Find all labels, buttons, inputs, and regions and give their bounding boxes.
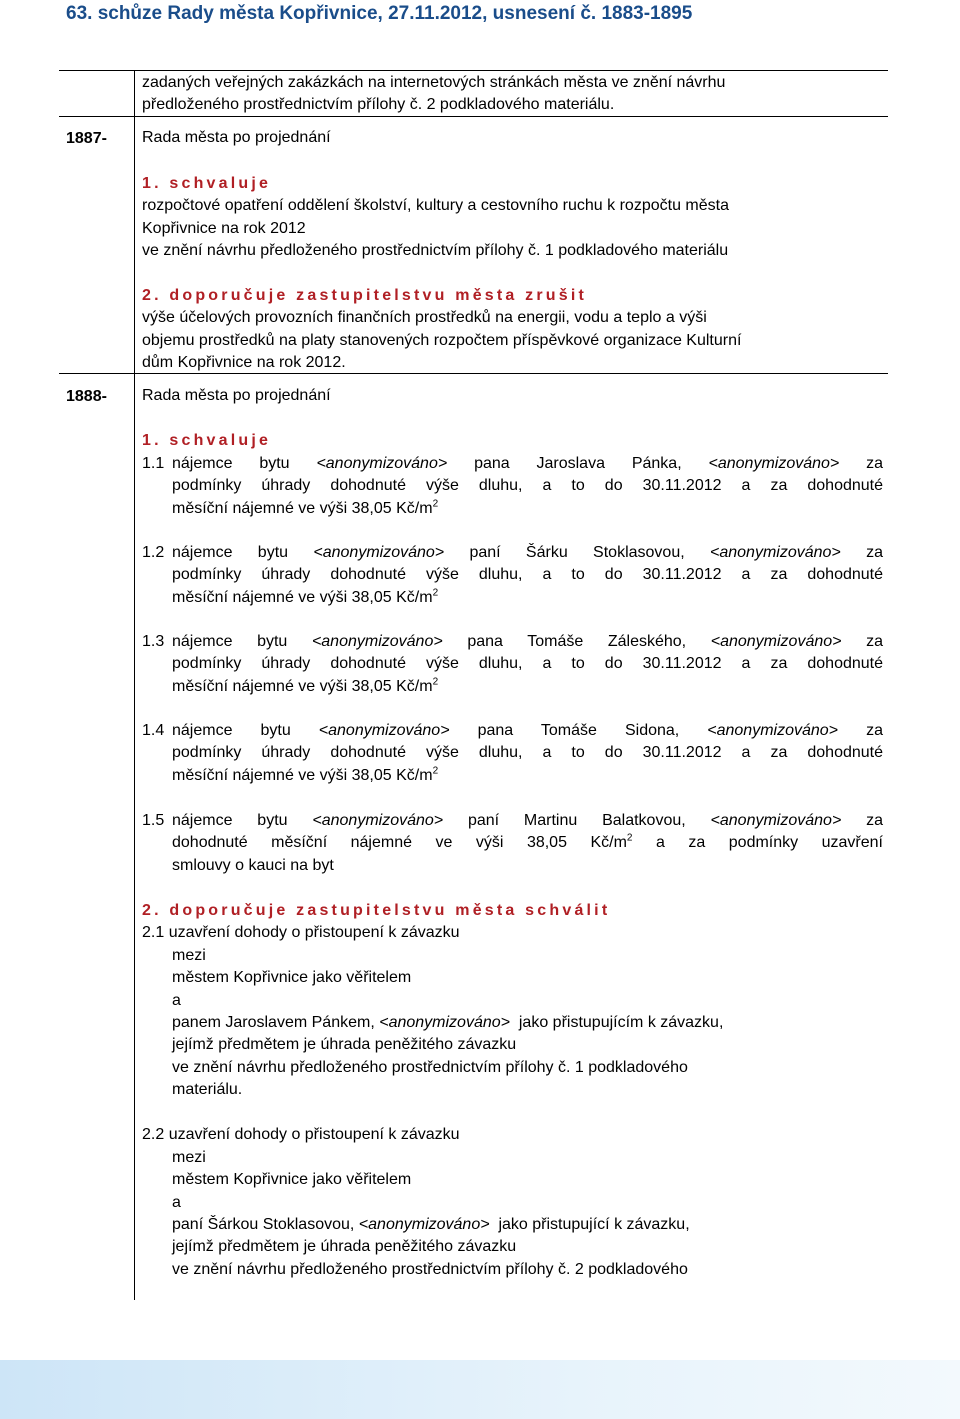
resolution-1887-point-2-line-1: výše účelových provozních finančních prostředků na energii, vodu a teplo a výši — [142, 309, 707, 326]
subsection-line: panem Jaroslavem Pánkem, <anonymizováno> jako přistupujícím k závazku, — [172, 1014, 724, 1031]
resolution-1887-point-1-line-1: rozpočtové opatření oddělení školství, kultury a cestovního ruchu k rozpočtu města — [142, 197, 729, 214]
subsection-line: paní Šárkou Stoklasovou, <anonymizováno> jako přistupující k závazku, — [172, 1216, 690, 1233]
resolution-1887-point-2-line-3: dům Kopřivnice na rok 2012. — [142, 354, 346, 371]
subsection-line: a — [172, 1194, 181, 1211]
item-line-2: podmínky úhrady dohodnuté výše dluhu, a to do 30.11.2012 a za dohodnuté — [172, 477, 883, 494]
item-line-3: smlouvy o kauci na byt — [172, 857, 334, 874]
item-line-1: nájemce bytu <anonymizováno> pana Jaroslava Pánka, <anonymizováno> za — [172, 455, 884, 472]
intro-line-2: předloženého prostřednictvím přílohy č. 2 podkladového materiálu. — [142, 96, 615, 113]
footer-band — [0, 1360, 960, 1419]
resolution-1887-point-1-line-3: ve znění návrhu předloženého prostřednictvím přílohy č. 1 podkladového materiálu — [142, 242, 729, 259]
item-number: 1.4 — [142, 722, 165, 739]
item-number: 1.1 — [142, 455, 165, 472]
subsection-line: 2.1 uzavření dohody o přistoupení k závazku — [142, 924, 460, 941]
item-line-2: podmínky úhrady dohodnuté výše dluhu, a to do 30.11.2012 a za dohodnuté — [172, 744, 883, 761]
subsection-line: ve znění návrhu předloženého prostřednictvím přílohy č. 1 podkladového — [172, 1059, 688, 1076]
item-number: 1.2 — [142, 544, 165, 561]
subsection-line: materiálu. — [172, 1081, 243, 1098]
table-top-border — [59, 70, 888, 71]
subsection-line: 2.2 uzavření dohody o přistoupení k závazku — [142, 1126, 460, 1143]
resolution-number-1888: 1888- — [66, 388, 107, 405]
subsection-line: a — [172, 992, 181, 1009]
item-line-3: měsíční nájemné ve výši 38,05 $Kč/m^2$ — [172, 587, 439, 606]
subsection-line: městem Kopřivnice jako věřitelem — [172, 1171, 412, 1188]
table-column-divider — [134, 70, 135, 1300]
item-line-3: měsíční nájemné ve výši 38,05 $Kč/m^2$ — [172, 676, 439, 695]
resolution-table — [59, 70, 888, 1370]
item-line-1: nájemce bytu <anonymizováno> pana Tomáše Sidona, <anonymizováno> za — [172, 722, 883, 739]
resolution-1888-point-2-heading: 2. doporučuje zastupitelstvu města schválit — [142, 902, 611, 919]
item-line-2: podmínky úhrady dohodnuté výše dluhu, a to do 30.11.2012 a za dohodnuté — [172, 655, 883, 672]
item-line-2: dohodnuté měsíční nájemné ve výši 38,05 $Kč/m^2$ a za podmínky uzavření — [172, 832, 883, 851]
resolution-1888-title: Rada města po projednání — [142, 387, 331, 404]
subsection-line: mezi — [172, 947, 206, 964]
subsection-line: mezi — [172, 1149, 206, 1166]
page-header: 63. schůze Rady města Kopřivnice, 27.11.2012, usnesení č. 1883-1895 — [66, 3, 693, 24]
item-line-1: nájemce bytu <anonymizováno> paní Martinu Balatkovou, <anonymizováno> za — [172, 812, 884, 829]
resolution-1887-point-2-heading: 2. doporučuje zastupitelstvu města zrušit — [142, 287, 588, 304]
subsection-line: jejímž předmětem je úhrada peněžitého závazku — [172, 1238, 517, 1255]
resolution-1887-title: Rada města po projednání — [142, 129, 331, 146]
item-number: 1.5 — [142, 812, 165, 829]
item-line-3: měsíční nájemné ve výši 38,05 $Kč/m^2$ — [172, 765, 439, 784]
item-line-2: podmínky úhrady dohodnuté výše dluhu, a to do 30.11.2012 a za dohodnuté — [172, 566, 883, 583]
item-line-1: nájemce bytu <anonymizováno> paní Šárku Stoklasovou, <anonymizováno> za — [172, 544, 883, 561]
item-line-1: nájemce bytu <anonymizováno> pana Tomáše Záleského, <anonymizováno> za — [172, 633, 883, 650]
resolution-1888-point-1-heading: 1. schvaluje — [142, 432, 272, 449]
item-line-3: měsíční nájemné ve výši 38,05 $Kč/m^2$ — [172, 498, 439, 517]
item-number: 1.3 — [142, 633, 165, 650]
subsection-line: městem Kopřivnice jako věřitelem — [172, 969, 412, 986]
resolution-number-1887: 1887- — [66, 130, 107, 147]
subsection-line: jejímž předmětem je úhrada peněžitého závazku — [172, 1036, 517, 1053]
resolution-1887-point-2-line-2: objemu prostředků na platy stanovených rozpočtem příspěvkové organizace Kulturní — [142, 332, 742, 349]
intro-line-1: zadaných veřejných zakázkách na internetových stránkách města ve znění návrhu — [142, 74, 726, 91]
resolution-1887-point-1-line-2: Kopřivnice na rok 2012 — [142, 220, 306, 237]
subsection-line: ve znění návrhu předloženého prostřednictvím přílohy č. 2 podkladového — [172, 1261, 688, 1278]
resolution-1887-point-1-heading: 1. schvaluje — [142, 175, 272, 192]
